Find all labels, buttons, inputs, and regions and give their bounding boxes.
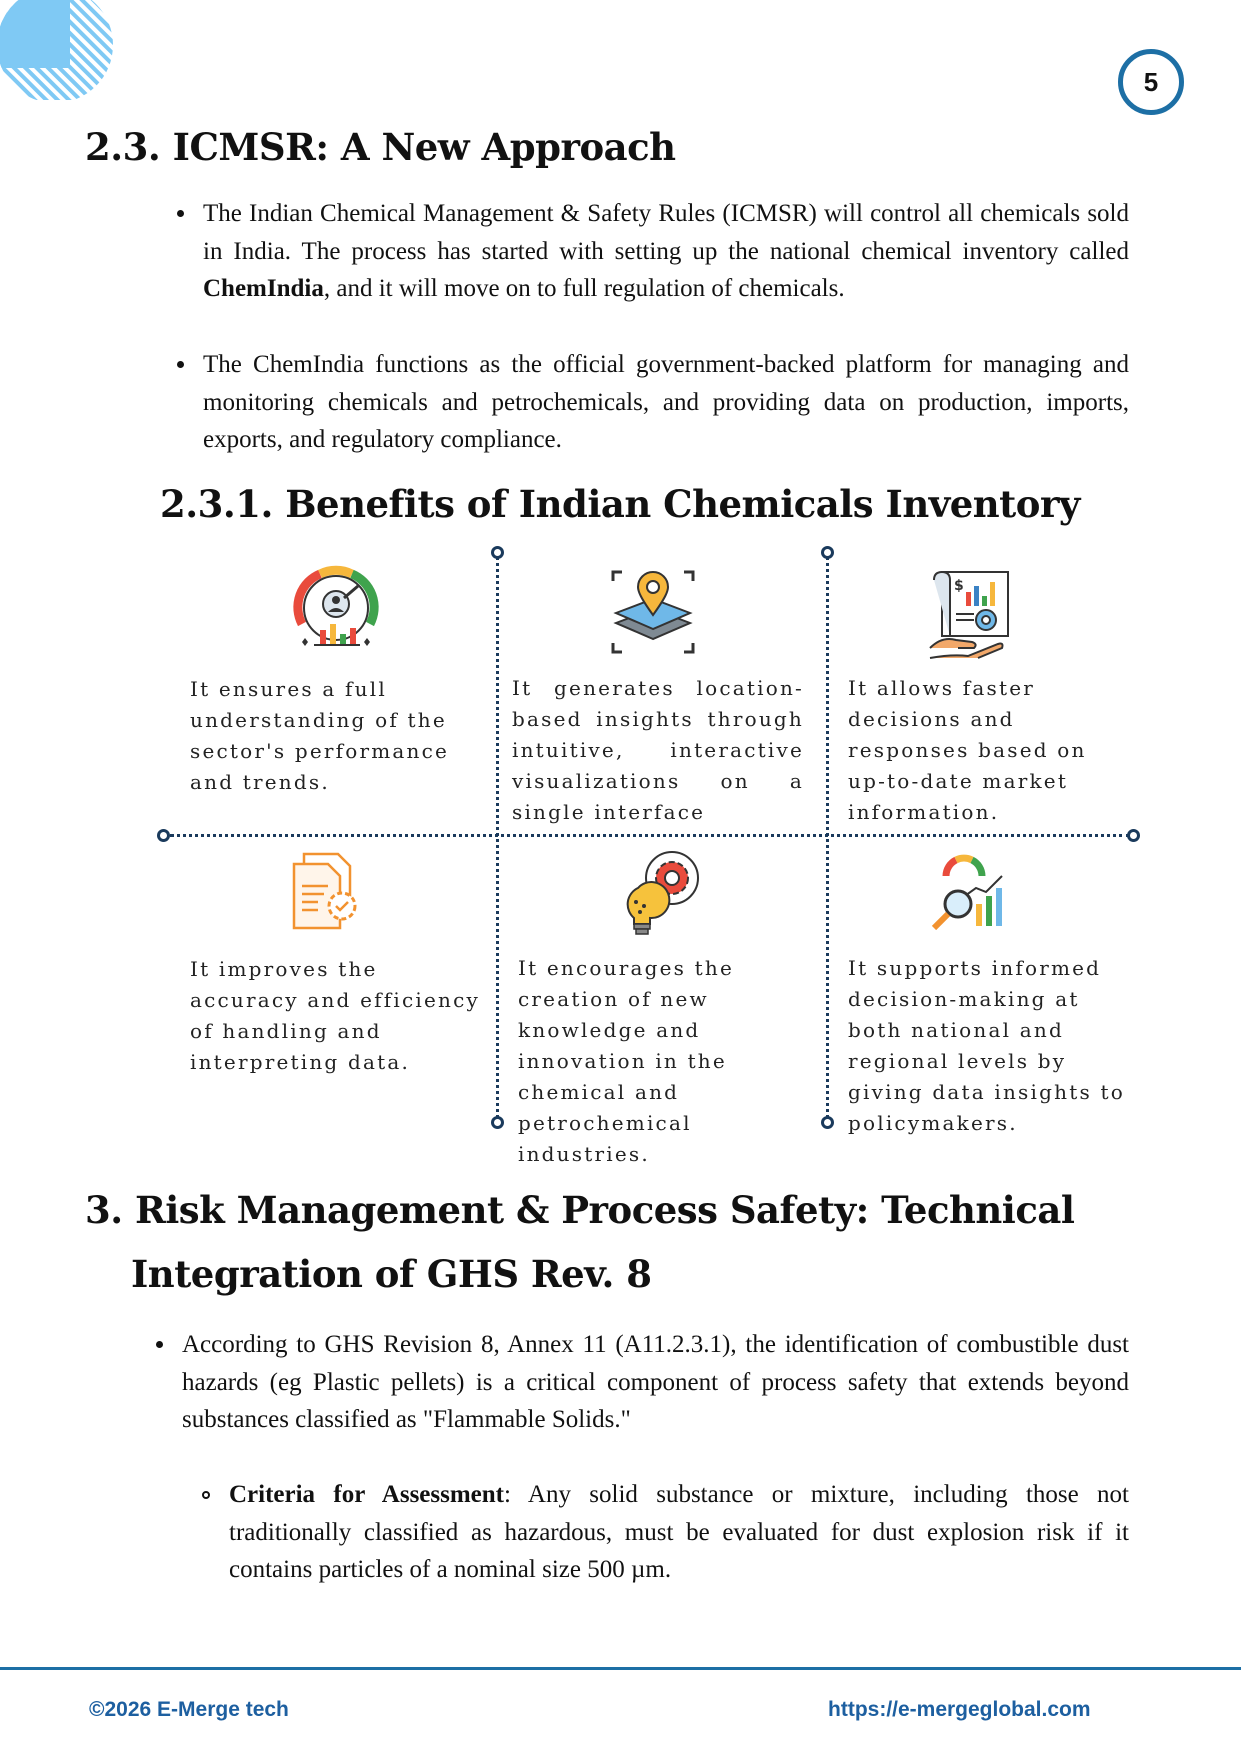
lightbulb-gear-icon [614,848,704,938]
performance-gauge-icon [290,562,380,658]
grid-node [491,546,504,559]
benefit-text: It ensures a full understanding of the sector's performance and trends. [190,677,450,794]
bullet-dot [177,361,184,368]
paragraph-criteria: Criteria for Assessment: Any solid substance or mixture, including those not traditionally classified as hazardous, must be evaluated for dust explosion risk if it contains particles of a nominal size 500 µm. [229,1481,1129,1583]
analytics-magnifier-icon [928,852,1016,930]
benefit-text: It generates location-based insights through intuitive, interactive visualizations on a single interface [512,676,804,824]
footer-divider [0,1667,1241,1670]
svg-text:$: $ [954,578,964,594]
grid-node [821,546,834,559]
benefit-text: It supports informed decision-making at both national and regional levels by giving data insights to policymakers. [848,956,1125,1135]
grid-node [491,1116,504,1129]
section-heading-2-3: 2.3. ICMSR: A New Approach [85,125,676,169]
grid-divider-vertical [826,557,829,1118]
paragraph-icmsr: The Indian Chemical Management & Safety Rules (ICMSR) will control all chemicals sold in India. The process has started with setting up the national chemical inventory called ChemIndia, and it will move on to full regulation of chemicals. [203,200,1129,302]
report-hand-gear-icon [928,570,1012,660]
sub-bullet-circle [202,1491,210,1499]
location-map-pin-icon [608,567,698,657]
page-number: 5 [1118,49,1184,115]
footer-website-link[interactable]: https://e-mergeglobal.com [828,1698,1091,1721]
document-gear-icon [290,852,362,930]
footer-copyright: ©2026 E-Merge tech [89,1698,289,1721]
paragraph-ghs: According to GHS Revision 8, Annex 11 (A11.2.3.1), the identification of combustible dust hazards (eg Plastic pellets) is a critical component of process safety that extends beyond substances classified as "Flammable Solids." [182,1331,1129,1433]
section-heading-3: 3. Risk Management & Process Safety: Technical Integration of GHS Rev. 8 [85,1188,1075,1296]
bullet-dot [177,210,184,217]
grid-divider-vertical [496,557,499,1118]
grid-node [157,829,170,842]
corner-decoration [0,0,120,100]
benefit-text: It improves the accuracy and efficiency of handling and interpreting data. [190,957,480,1074]
paragraph-chemindia: The ChemIndia functions as the official government-backed platform for managing and monitoring chemicals and petrochemicals, and providing data on production, imports, exports, and regulatory compliance. [203,351,1129,453]
benefit-text: It allows faster decisions and responses based on up-to-date market information. [848,676,1087,824]
benefit-text: It encourages the creation of new knowledge and innovation in the chemical and petrochemical industries. [518,956,735,1166]
grid-divider-horizontal [170,834,1130,837]
grid-node [1127,829,1140,842]
grid-node [821,1116,834,1129]
bullet-dot [156,1341,163,1348]
section-heading-2-3-1: 2.3.1. Benefits of Indian Chemicals Inventory [160,482,1080,526]
